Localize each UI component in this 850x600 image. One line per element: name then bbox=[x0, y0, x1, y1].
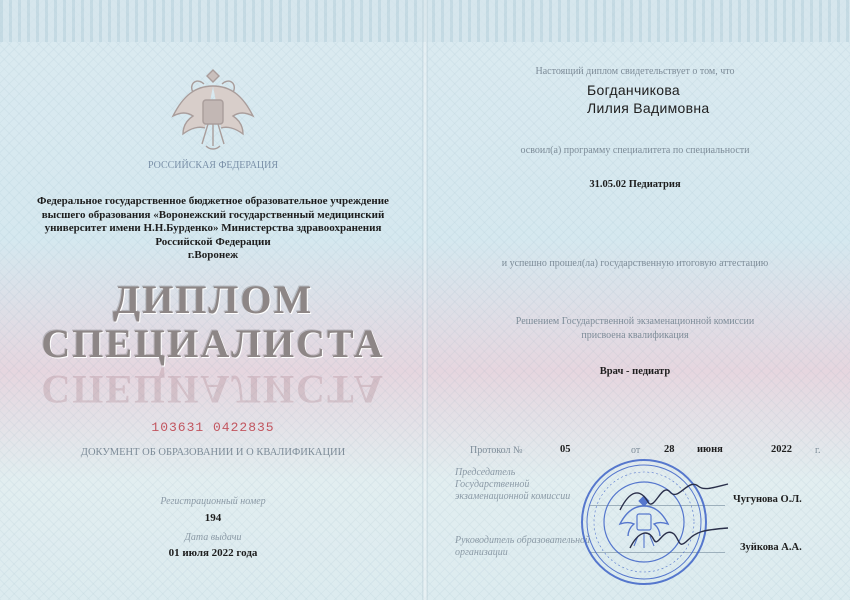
serial-number: 103631 0422835 bbox=[151, 420, 275, 435]
protocol-year: 2022 bbox=[771, 444, 792, 455]
qualification: Врач - педиатр bbox=[599, 366, 671, 377]
decision-line2: присвоена квалификация bbox=[581, 330, 689, 341]
diploma-title-line1: ДИПЛОМ bbox=[112, 277, 314, 322]
protocol-day: 28 bbox=[664, 444, 675, 455]
chair-label-line: Государственной bbox=[455, 479, 530, 490]
protocol-label: Протокол № bbox=[470, 445, 523, 456]
document-type: ДОКУМЕНТ ОБ ОБРАЗОВАНИИ И О КВАЛИФИКАЦИИ bbox=[80, 447, 346, 458]
institution-line: университет имени Н.Н.Бурденко» Министерства здравоохранения bbox=[44, 222, 382, 234]
institution-name bbox=[20, 195, 406, 263]
issue-date: 01 июля 2022 года bbox=[168, 547, 258, 559]
intro-text: Настоящий диплом свидетельствует о том, что bbox=[535, 66, 735, 77]
from-label: от bbox=[631, 445, 641, 456]
head-label-line: организации bbox=[455, 547, 508, 558]
program-text: освоил(а) программу специалитета по специальности bbox=[520, 145, 750, 156]
title-watermark-reflection: СПЕЦИАЛИСТА bbox=[41, 367, 385, 412]
chair-label bbox=[455, 467, 570, 503]
head-label bbox=[455, 535, 590, 559]
chair-name: Чугунова О.Л. bbox=[733, 494, 802, 505]
given-name: Лилия Вадимовна bbox=[587, 100, 710, 116]
chair-label-line: Председатель bbox=[455, 467, 516, 478]
issue-date-label: Дата выдачи bbox=[184, 532, 242, 543]
institution-line: Российской Федерации bbox=[155, 235, 271, 248]
head-label-line: Руководитель образовательной bbox=[455, 535, 591, 546]
country-name: РОССИЙСКАЯ ФЕДЕРАЦИЯ bbox=[147, 160, 279, 171]
chair-signature-icon bbox=[615, 480, 735, 520]
surname: Богданчикова bbox=[587, 82, 680, 98]
head-signature-icon bbox=[625, 520, 735, 560]
attestation-text: и успешно прошел(ла) государственную итоговую аттестацию bbox=[501, 258, 769, 269]
registration-number: 194 bbox=[204, 512, 222, 524]
coat-of-arms-emblem-icon bbox=[168, 62, 258, 154]
decision-line1: Решением Государственной экзаменационной комиссии bbox=[515, 316, 755, 327]
registration-label: Регистрационный номер bbox=[160, 496, 266, 507]
head-name: Зуйкова А.А. bbox=[740, 542, 802, 553]
institution-line: Федеральное государственное бюджетное образовательное учреждение bbox=[37, 195, 389, 207]
protocol-month: июня bbox=[697, 444, 723, 455]
institution-line: г.Воронеж bbox=[187, 249, 239, 261]
chair-label-line: экзаменационной комиссии bbox=[455, 491, 571, 502]
protocol-number: 05 bbox=[560, 444, 571, 455]
center-fold bbox=[422, 0, 428, 600]
diploma-title-line2: СПЕЦИАЛИСТА bbox=[41, 321, 385, 366]
institution-line: высшего образования «Воронежский государственный медицинский bbox=[41, 208, 385, 221]
year-suffix: г. bbox=[815, 445, 821, 456]
specialty: 31.05.02 Педиатрия bbox=[589, 179, 681, 190]
